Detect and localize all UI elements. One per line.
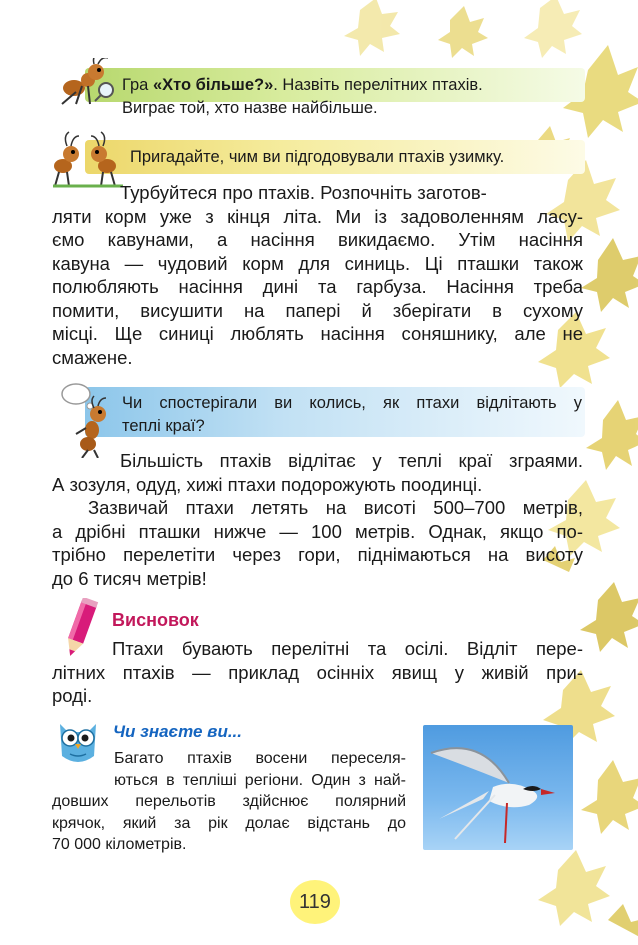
activity2-prompt: Пригадайте, чим ви підгодовували птахів узимку. [130,148,505,166]
fact-line: довших перельотів здійснює полярний [52,793,406,810]
paragraph1-line: ляти корм уже з кінця літа. Ми із задоволенням ласу- [52,205,583,227]
paragraph1-line: ємо кавунами, а насіння викидаємо. Утім насіння [52,229,583,250]
conclusion-heading: Висновок [112,610,199,630]
activity1-line1-rest: . Назвіть перелітних птахів. [273,76,483,94]
conclusion-line: Птахи бувають перелітні та осілі. Відліт пере- [112,638,583,659]
activity1-text [122,74,580,119]
activity3-line1: Чи спостерігали ви колись, як птахи відлітають у [122,394,582,412]
fact-line: Багато птахів восени переселя- [114,750,406,767]
fact-line: крячок, який за рік долає відстань до [52,814,406,832]
activity3-text [122,392,582,437]
top-leaves-decoration [300,0,638,60]
activity1-prefix: Гра [122,76,153,94]
conclusion-text [52,637,583,708]
paragraph1-line: кавуна — чудовий корм для синиць. Ці пташки також [52,252,583,274]
did-you-know-heading: Чи знаєте ви... [113,722,243,741]
arctic-tern-photo [423,725,573,850]
fact-line: 70 000 кілометрів. [52,836,187,853]
ant-with-magnifier-icon [52,58,122,113]
paragraph-migration [52,449,583,590]
paragraph-bird-care [52,181,583,369]
did-you-know-text [52,748,406,856]
paragraph1-line: помити, висушити на папері й зберігати в сухому [52,299,583,321]
page-number: 119 [290,880,340,924]
paragraph2-line: Зазвичай птахи летять на висоті 500–700 метрів, [88,497,583,518]
paragraph1-line: Турбуйтеся про птахів. Розпочніть заготов- [120,182,487,203]
thinking-ant-icon [52,378,122,458]
activity1-game-name: «Хто більше?» [152,76,274,94]
activity3-line2: теплі краї? [122,416,205,435]
activity1-line2: Виграє той, хто назве найбільше. [122,98,378,117]
conclusion-line: літних птахів — приклад осінніх явищ у живій при- [52,661,583,683]
paragraph2-line: Більшість птахів відлітає у теплі краї зграями. [120,450,583,471]
paragraph1-line: місці. Ще синиці люблять насіння соняшнику, але не [52,323,583,344]
paragraph1-line: полюбляють насіння дині та гарбуза. Насіння треба [52,276,583,297]
paragraph1-line: смажене. [52,346,133,368]
paragraph2-line: до 6 тисяч метрів! [52,567,207,589]
paragraph2-line: А зозуля, одуд, хижі птахи подорожують поодинці. [52,473,483,495]
fact-line: ються в тепліші регіони. Один з най- [114,771,406,789]
paragraph2-line: трібно перелетіти через гори, піднімаються на висоту [52,544,583,565]
conclusion-line: роді. [52,685,93,706]
paragraph2-line: а дрібні пташки нижче — 100 метрів. Однак, якщо по- [52,520,583,542]
tern-illustration [423,725,573,850]
two-ants-icon [45,128,125,188]
